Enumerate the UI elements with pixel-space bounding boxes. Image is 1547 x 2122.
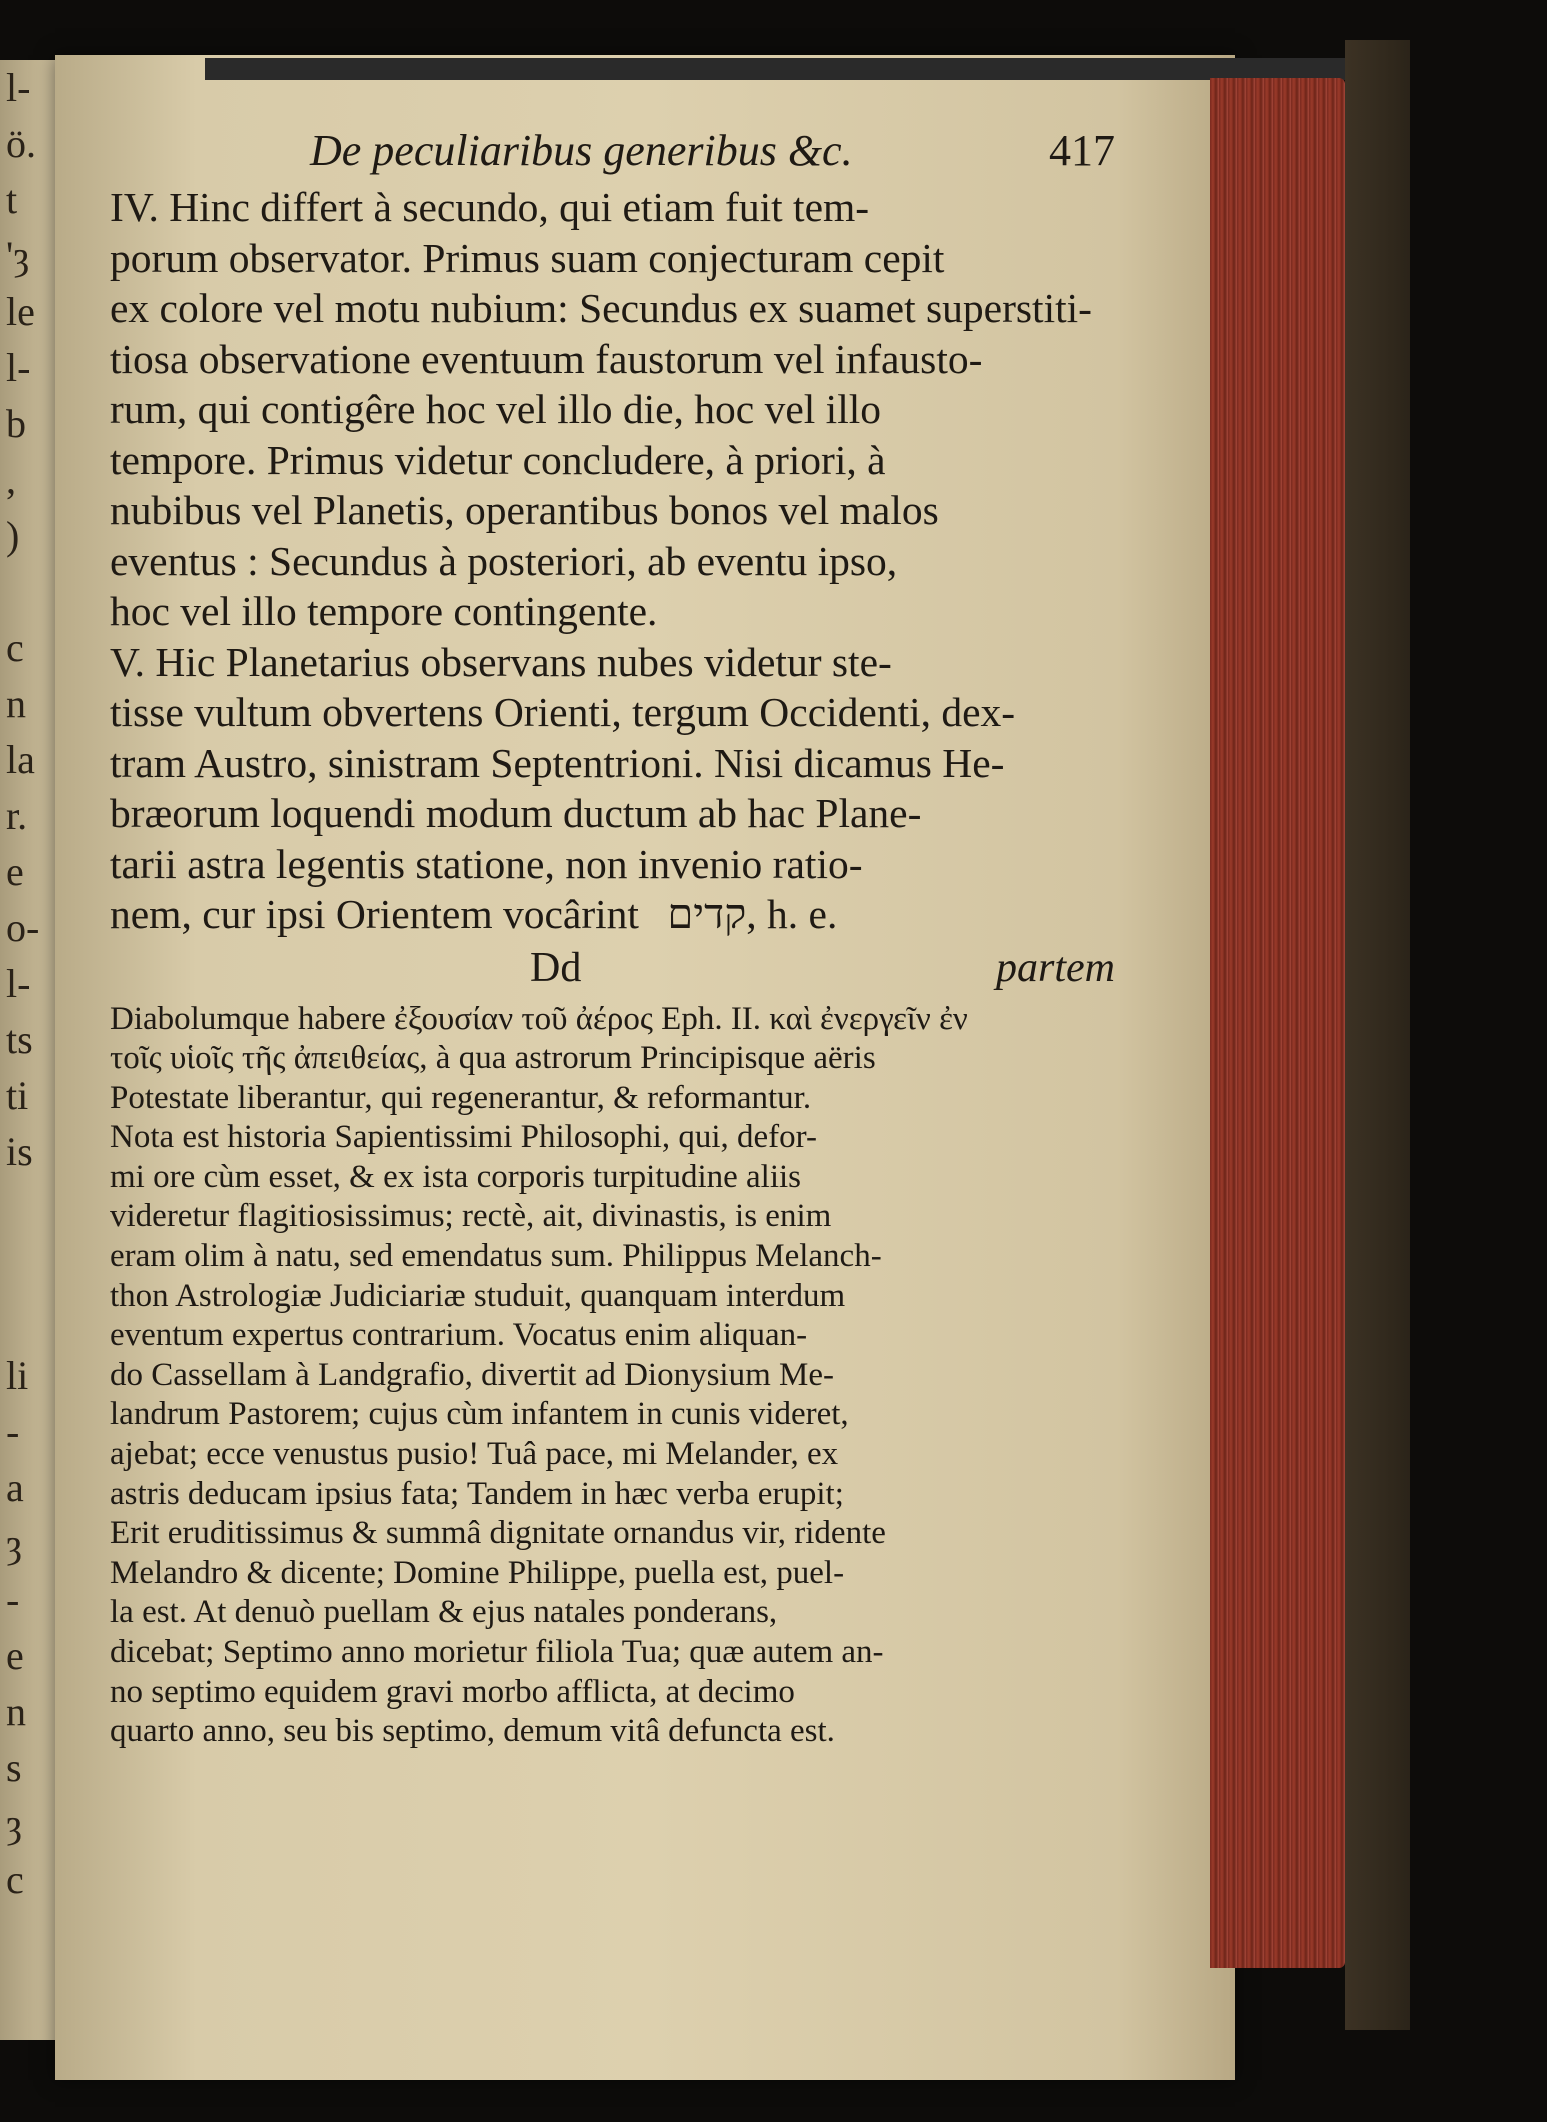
left-margin-fragment: t <box>6 177 18 222</box>
left-margin-fragment: s <box>6 1745 22 1790</box>
left-margin-fragment <box>0 564 55 620</box>
footnote-line: do Cassellam à Landgrafio, divertit ad Dionysium Me- <box>110 1356 835 1393</box>
footnote-line: quarto anno, seu bis septimo, demum vitâ defuncta est. <box>110 1713 835 1750</box>
footnote-line: Erit eruditissimus & summâ dignitate ornandus vir, ridente <box>110 1515 886 1552</box>
main-line: tiosa observatione eventuum faustorum vel infausto- <box>110 335 983 382</box>
footnote-line: ajebat; ecce venustus pusio! Tuâ pace, mi Melander, ex <box>110 1436 839 1473</box>
main-text <box>110 182 1115 940</box>
left-margin-fragment: - <box>6 1577 20 1622</box>
main-line-with-hebrew <box>110 889 1115 940</box>
left-margin-fragment: l- <box>6 345 31 390</box>
left-margin-fragment: ) <box>6 513 20 558</box>
footnote-line: landrum Pastorem; cujus cùm infantem in cunis videret, <box>110 1396 849 1433</box>
footnote-line: τοῖς υἱοῖς τῆς ἀπειθείας, à qua astrorum Principisque aëris <box>110 1040 876 1077</box>
left-margin-fragment: r. <box>6 793 28 838</box>
footnote-line: mi ore cùm esset, & ex ista corporis turpitudine aliis <box>110 1158 802 1195</box>
footnote-line: eventum expertus contrarium. Vocatus enim aliquan- <box>110 1317 808 1354</box>
left-margin-fragment: c <box>6 625 24 670</box>
main-line: eventus : Secundus à posteriori, ab eventu ipso, <box>110 537 898 584</box>
footnote-line: Nota est historia Sapientissimi Philosophi, qui, defor- <box>110 1119 817 1156</box>
page-number: 417 <box>1049 126 1115 175</box>
left-margin-fragment: , <box>6 457 16 502</box>
running-head-title: De peculiaribus generibus &c. <box>310 126 853 175</box>
left-margin-fragment: is <box>6 1129 33 1174</box>
running-head <box>110 125 1115 176</box>
left-margin-fragment <box>0 1236 55 1292</box>
left-margin-fragment: ȝ <box>6 1801 22 1846</box>
page-text-block <box>110 125 1115 1752</box>
footnote-line: no septimo equidem gravi morbo afflicta, at decimo <box>110 1673 795 1710</box>
main-line: tarii astra legentis statione, non invenio ratio- <box>110 840 863 887</box>
footnote-line: videretur flagitiosissimus; rectè, ait, divinastis, is enim <box>110 1198 832 1235</box>
main-line: tram Austro, sinistram Septentrioni. Nisi dicamus He- <box>110 739 1005 786</box>
left-margin-fragment: n <box>6 1689 26 1734</box>
left-margin-fragment: l- <box>6 65 31 110</box>
left-margin-fragment: o- <box>6 905 40 950</box>
main-line: rum, qui contigêre hoc vel illo die, hoc vel illo <box>110 386 882 432</box>
catchword: partem <box>996 944 1115 991</box>
left-margin-fragment: e <box>6 1633 24 1678</box>
main-line: tempore. Primus videtur concludere, à priori, à <box>110 436 886 483</box>
left-margin-fragment <box>0 1292 55 1348</box>
main-line: tisse vultum obvertens Orienti, tergum Occidenti, dex- <box>110 689 1016 735</box>
left-margin-fragment: ö. <box>6 121 36 166</box>
left-margin-fragment: li <box>6 1353 29 1398</box>
hebrew-word: קדים, h. e. <box>667 891 838 937</box>
left-margin-fragment: - <box>6 1409 20 1454</box>
main-line: ex colore vel motu nubium: Secundus ex suamet superstiti- <box>110 285 1092 331</box>
footnote-line: astris deducam ipsius fata; Tandem in hæc verba erupit; <box>110 1475 844 1512</box>
signature-mark: Dd <box>530 944 582 991</box>
footnote-line: dicebat; Septimo anno morietur filiola Tua; quæ autem an- <box>110 1634 884 1670</box>
footnote-line: eram olim à natu, sed emendatus sum. Philippus Melanch- <box>110 1238 882 1275</box>
main-line: V. Hic Planetarius observans nubes videtur ste- <box>110 638 892 685</box>
left-margin-fragment: l- <box>6 961 31 1006</box>
left-margin-fragment: e <box>6 849 24 894</box>
left-margin-fragment: c <box>6 1857 24 1902</box>
binding-top-edge <box>205 58 1355 80</box>
left-margin-fragment: 'ȝ <box>6 233 30 278</box>
left-margin-fragment <box>0 1180 55 1236</box>
left-margin-fragment: ti <box>6 1073 29 1118</box>
book-cover-edge <box>1345 40 1410 2030</box>
footnote-line: Potestate liberantur, qui regenerantur, & reformantur. <box>110 1079 812 1116</box>
main-line: nubibus vel Planetis, operantibus bonos vel malos <box>110 487 939 533</box>
left-margin-fragment: a <box>6 1465 24 1510</box>
footnote-line: thon Astrologiæ Judiciariæ studuit, quanquam interdum <box>110 1277 846 1314</box>
left-margin-fragment: n <box>6 681 26 726</box>
left-margin-fragment: le <box>6 289 35 334</box>
left-margin-fragment: la <box>6 737 35 782</box>
footnote-line: la est. At denuò puellam & ejus natales ponderans, <box>110 1594 778 1631</box>
left-margin-fragment: ts <box>6 1017 33 1062</box>
main-line: IV. Hinc differt à secundo, qui etiam fuit tem- <box>110 184 870 230</box>
left-margin-fragment: b <box>6 401 26 446</box>
footnote-line: Melandro & dicente; Domine Philippe, puella est, puel- <box>110 1554 845 1591</box>
page-fore-edge <box>1210 78 1345 1968</box>
left-page-margin-fragments <box>0 60 55 2040</box>
main-line: hoc vel illo tempore contingente. <box>110 588 658 634</box>
main-line: porum observator. Primus suam conjecturam cepit <box>110 234 945 281</box>
footnote-line: Diabolumque habere ἐξουσίαν τοῦ ἀέρος Eph. II. καὶ ἐνεργεῖν ἐν <box>110 1000 968 1037</box>
main-line-text: nem, cur ipsi Orientem vocârint <box>110 891 639 937</box>
main-line: bræorum loquendi modum ductum ab hac Plane- <box>110 790 922 836</box>
signature-line <box>110 944 1115 992</box>
left-margin-fragment: ȝ <box>6 1521 22 1566</box>
footnote-text <box>110 1000 1115 1752</box>
